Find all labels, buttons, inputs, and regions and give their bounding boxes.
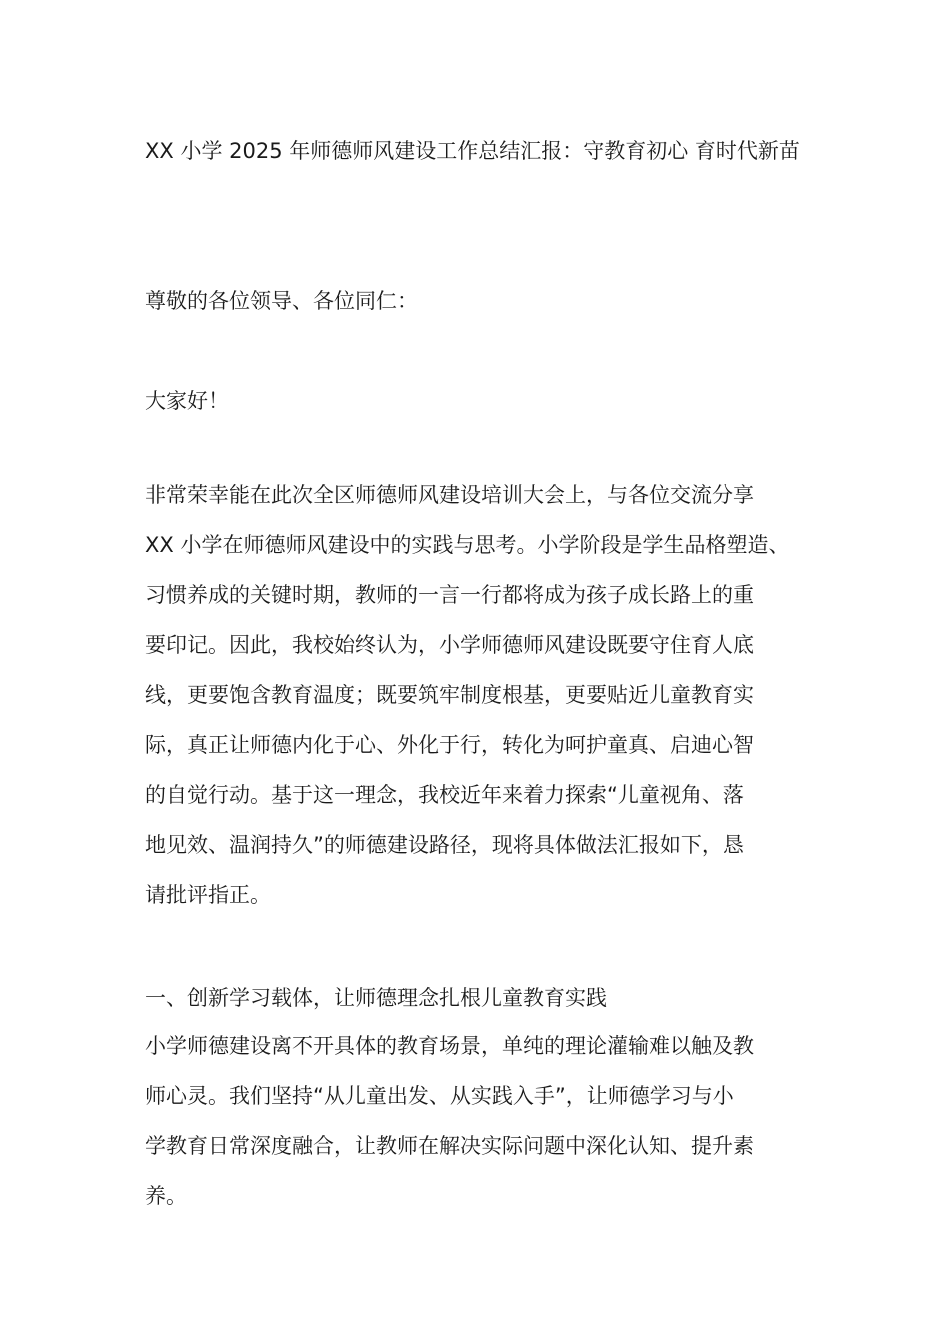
paragraph-line: 线，更要饱含教育温度；既要筑牢制度根基，更要贴近儿童教育实 xyxy=(145,683,754,707)
section-heading: 一、创新学习载体，让师德理念扎根儿童教育实践 xyxy=(145,986,607,1010)
document-title: XX 小学 2025 年师德师风建设工作总结汇报：守教育初心 育时代新苗 xyxy=(145,139,800,163)
salutation: 尊敬的各位领导、各位同仁： xyxy=(145,289,418,313)
paragraph-line: 的自觉行动。基于这一理念，我校近年来着力探索“儿童视角、落 xyxy=(145,783,744,807)
paragraph-line: 养。 xyxy=(145,1184,187,1208)
paragraph-line: 小学师德建设离不开具体的教育场景，单纯的理论灌输难以触及教 xyxy=(145,1034,754,1058)
paragraph-line: XX 小学在师德师风建设中的实践与思考。小学阶段是学生品格塑造、 xyxy=(145,533,790,557)
paragraph-line: 地见效、温润持久”的师德建设路径，现将具体做法汇报如下，恳 xyxy=(145,833,744,857)
paragraph-line: 非常荣幸能在此次全区师德师风建设培训大会上，与各位交流分享 xyxy=(145,483,754,507)
paragraph-line: 要印记。因此，我校始终认为，小学师德师风建设既要守住育人底 xyxy=(145,633,754,657)
paragraph-line: 习惯养成的关键时期，教师的一言一行都将成为孩子成长路上的重 xyxy=(145,583,754,607)
section-paragraph xyxy=(145,1031,835,1231)
paragraph-line: 际，真正让师德内化于心、外化于行，转化为呵护童真、启迪心智 xyxy=(145,733,754,757)
intro-paragraph xyxy=(145,480,835,930)
paragraph-line: 学教育日常深度融合，让教师在解决实际问题中深化认知、提升素 xyxy=(145,1134,754,1158)
paragraph-line: 师心灵。我们坚持“从儿童出发、从实践入手”，让师德学习与小 xyxy=(145,1084,734,1108)
greeting: 大家好！ xyxy=(145,389,229,413)
paragraph-line: 请批评指正。 xyxy=(145,883,271,907)
